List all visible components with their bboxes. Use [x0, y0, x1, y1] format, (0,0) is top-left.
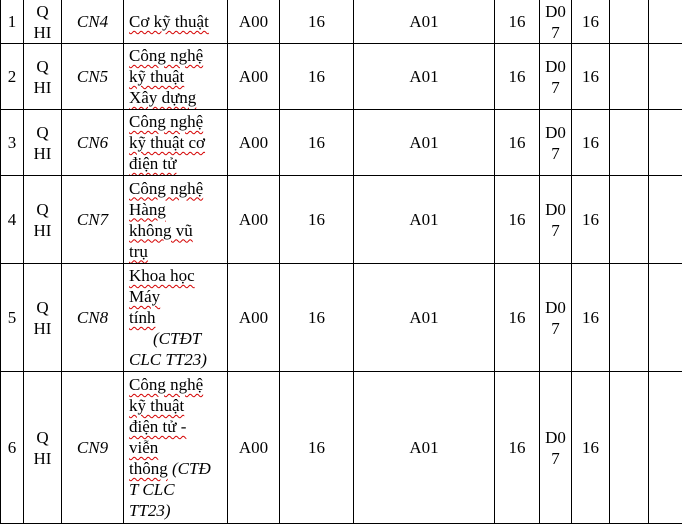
row-number: 5 — [1, 264, 24, 372]
table-row — [1, 44, 682, 110]
empty-cell — [610, 264, 649, 372]
subject-combo-2: A01 — [354, 110, 495, 176]
table-row — [1, 0, 682, 44]
subject-combo-3: D0 7 — [540, 44, 572, 110]
major-name: Khoa học Máy tính (CTĐT CLC TT23) — [124, 264, 228, 372]
major-name: Công nghệ kỹ thuật điện tử - viễn thông (CTĐ T CLC TT23) — [124, 372, 228, 524]
table-row — [1, 372, 682, 524]
school-code: Q HI — [24, 44, 62, 110]
subject-combo-3: D0 7 — [540, 110, 572, 176]
empty-cell — [610, 110, 649, 176]
subject-combo-2: A01 — [354, 176, 495, 264]
empty-cell — [649, 44, 682, 110]
empty-cell — [649, 372, 682, 524]
score-1: 16 — [280, 0, 354, 44]
school-code: Q HI — [24, 0, 62, 44]
subject-combo-1: A00 — [228, 0, 280, 44]
school-code: Q HI — [24, 264, 62, 372]
score-2: 16 — [495, 44, 540, 110]
major-code: CN8 — [62, 264, 124, 372]
subject-combo-3: D0 7 — [540, 372, 572, 524]
empty-cell — [610, 176, 649, 264]
subject-combo-1: A00 — [228, 110, 280, 176]
major-code: CN4 — [62, 0, 124, 44]
score-1: 16 — [280, 372, 354, 524]
major-name: Cơ kỹ thuật — [124, 0, 228, 44]
school-code: Q HI — [24, 372, 62, 524]
score-2: 16 — [495, 264, 540, 372]
subject-combo-2: A01 — [354, 44, 495, 110]
score-1: 16 — [280, 264, 354, 372]
major-code: CN6 — [62, 110, 124, 176]
major-name: Công nghệ kỹ thuật Xây dựng — [124, 44, 228, 110]
subject-combo-1: A00 — [228, 176, 280, 264]
major-name: Công nghệ Hàng không vũ trụ — [124, 176, 228, 264]
score-3: 16 — [572, 372, 610, 524]
empty-cell — [649, 110, 682, 176]
score-3: 16 — [572, 0, 610, 44]
empty-cell — [649, 176, 682, 264]
row-number: 4 — [1, 176, 24, 264]
table-row — [1, 176, 682, 264]
subject-combo-2: A01 — [354, 0, 495, 44]
empty-cell — [610, 44, 649, 110]
program-note: (CTĐ — [172, 459, 211, 478]
score-3: 16 — [572, 44, 610, 110]
subject-combo-3: D0 7 — [540, 264, 572, 372]
empty-cell — [610, 0, 649, 44]
major-code: CN5 — [62, 44, 124, 110]
score-1: 16 — [280, 44, 354, 110]
row-number: 6 — [1, 372, 24, 524]
empty-cell — [649, 0, 682, 44]
score-1: 16 — [280, 110, 354, 176]
program-note: CLC TT23) — [129, 350, 207, 369]
subject-combo-3: D0 7 — [540, 0, 572, 44]
score-3: 16 — [572, 264, 610, 372]
row-number: 2 — [1, 44, 24, 110]
subject-combo-2: A01 — [354, 264, 495, 372]
score-3: 16 — [572, 176, 610, 264]
table-body — [1, 0, 682, 524]
table-row — [1, 264, 682, 372]
score-2: 16 — [495, 110, 540, 176]
score-2: 16 — [495, 176, 540, 264]
subject-combo-3: D0 7 — [540, 176, 572, 264]
score-2: 16 — [495, 372, 540, 524]
program-note: TT23) — [129, 501, 171, 520]
row-number: 3 — [1, 110, 24, 176]
subject-combo-1: A00 — [228, 44, 280, 110]
subject-combo-2: A01 — [354, 372, 495, 524]
table-row — [1, 110, 682, 176]
program-note: (CTĐT — [129, 329, 201, 348]
major-code: CN7 — [62, 176, 124, 264]
row-number: 1 — [1, 0, 24, 44]
subject-combo-1: A00 — [228, 372, 280, 524]
score-3: 16 — [572, 110, 610, 176]
score-2: 16 — [495, 0, 540, 44]
major-code: CN9 — [62, 372, 124, 524]
empty-cell — [649, 264, 682, 372]
school-code: Q HI — [24, 176, 62, 264]
empty-cell — [610, 372, 649, 524]
subject-combo-1: A00 — [228, 264, 280, 372]
score-1: 16 — [280, 176, 354, 264]
major-name: Công nghệ kỹ thuật cơ điện tử — [124, 110, 228, 176]
school-code: Q HI — [24, 110, 62, 176]
program-note: T CLC — [129, 480, 175, 499]
